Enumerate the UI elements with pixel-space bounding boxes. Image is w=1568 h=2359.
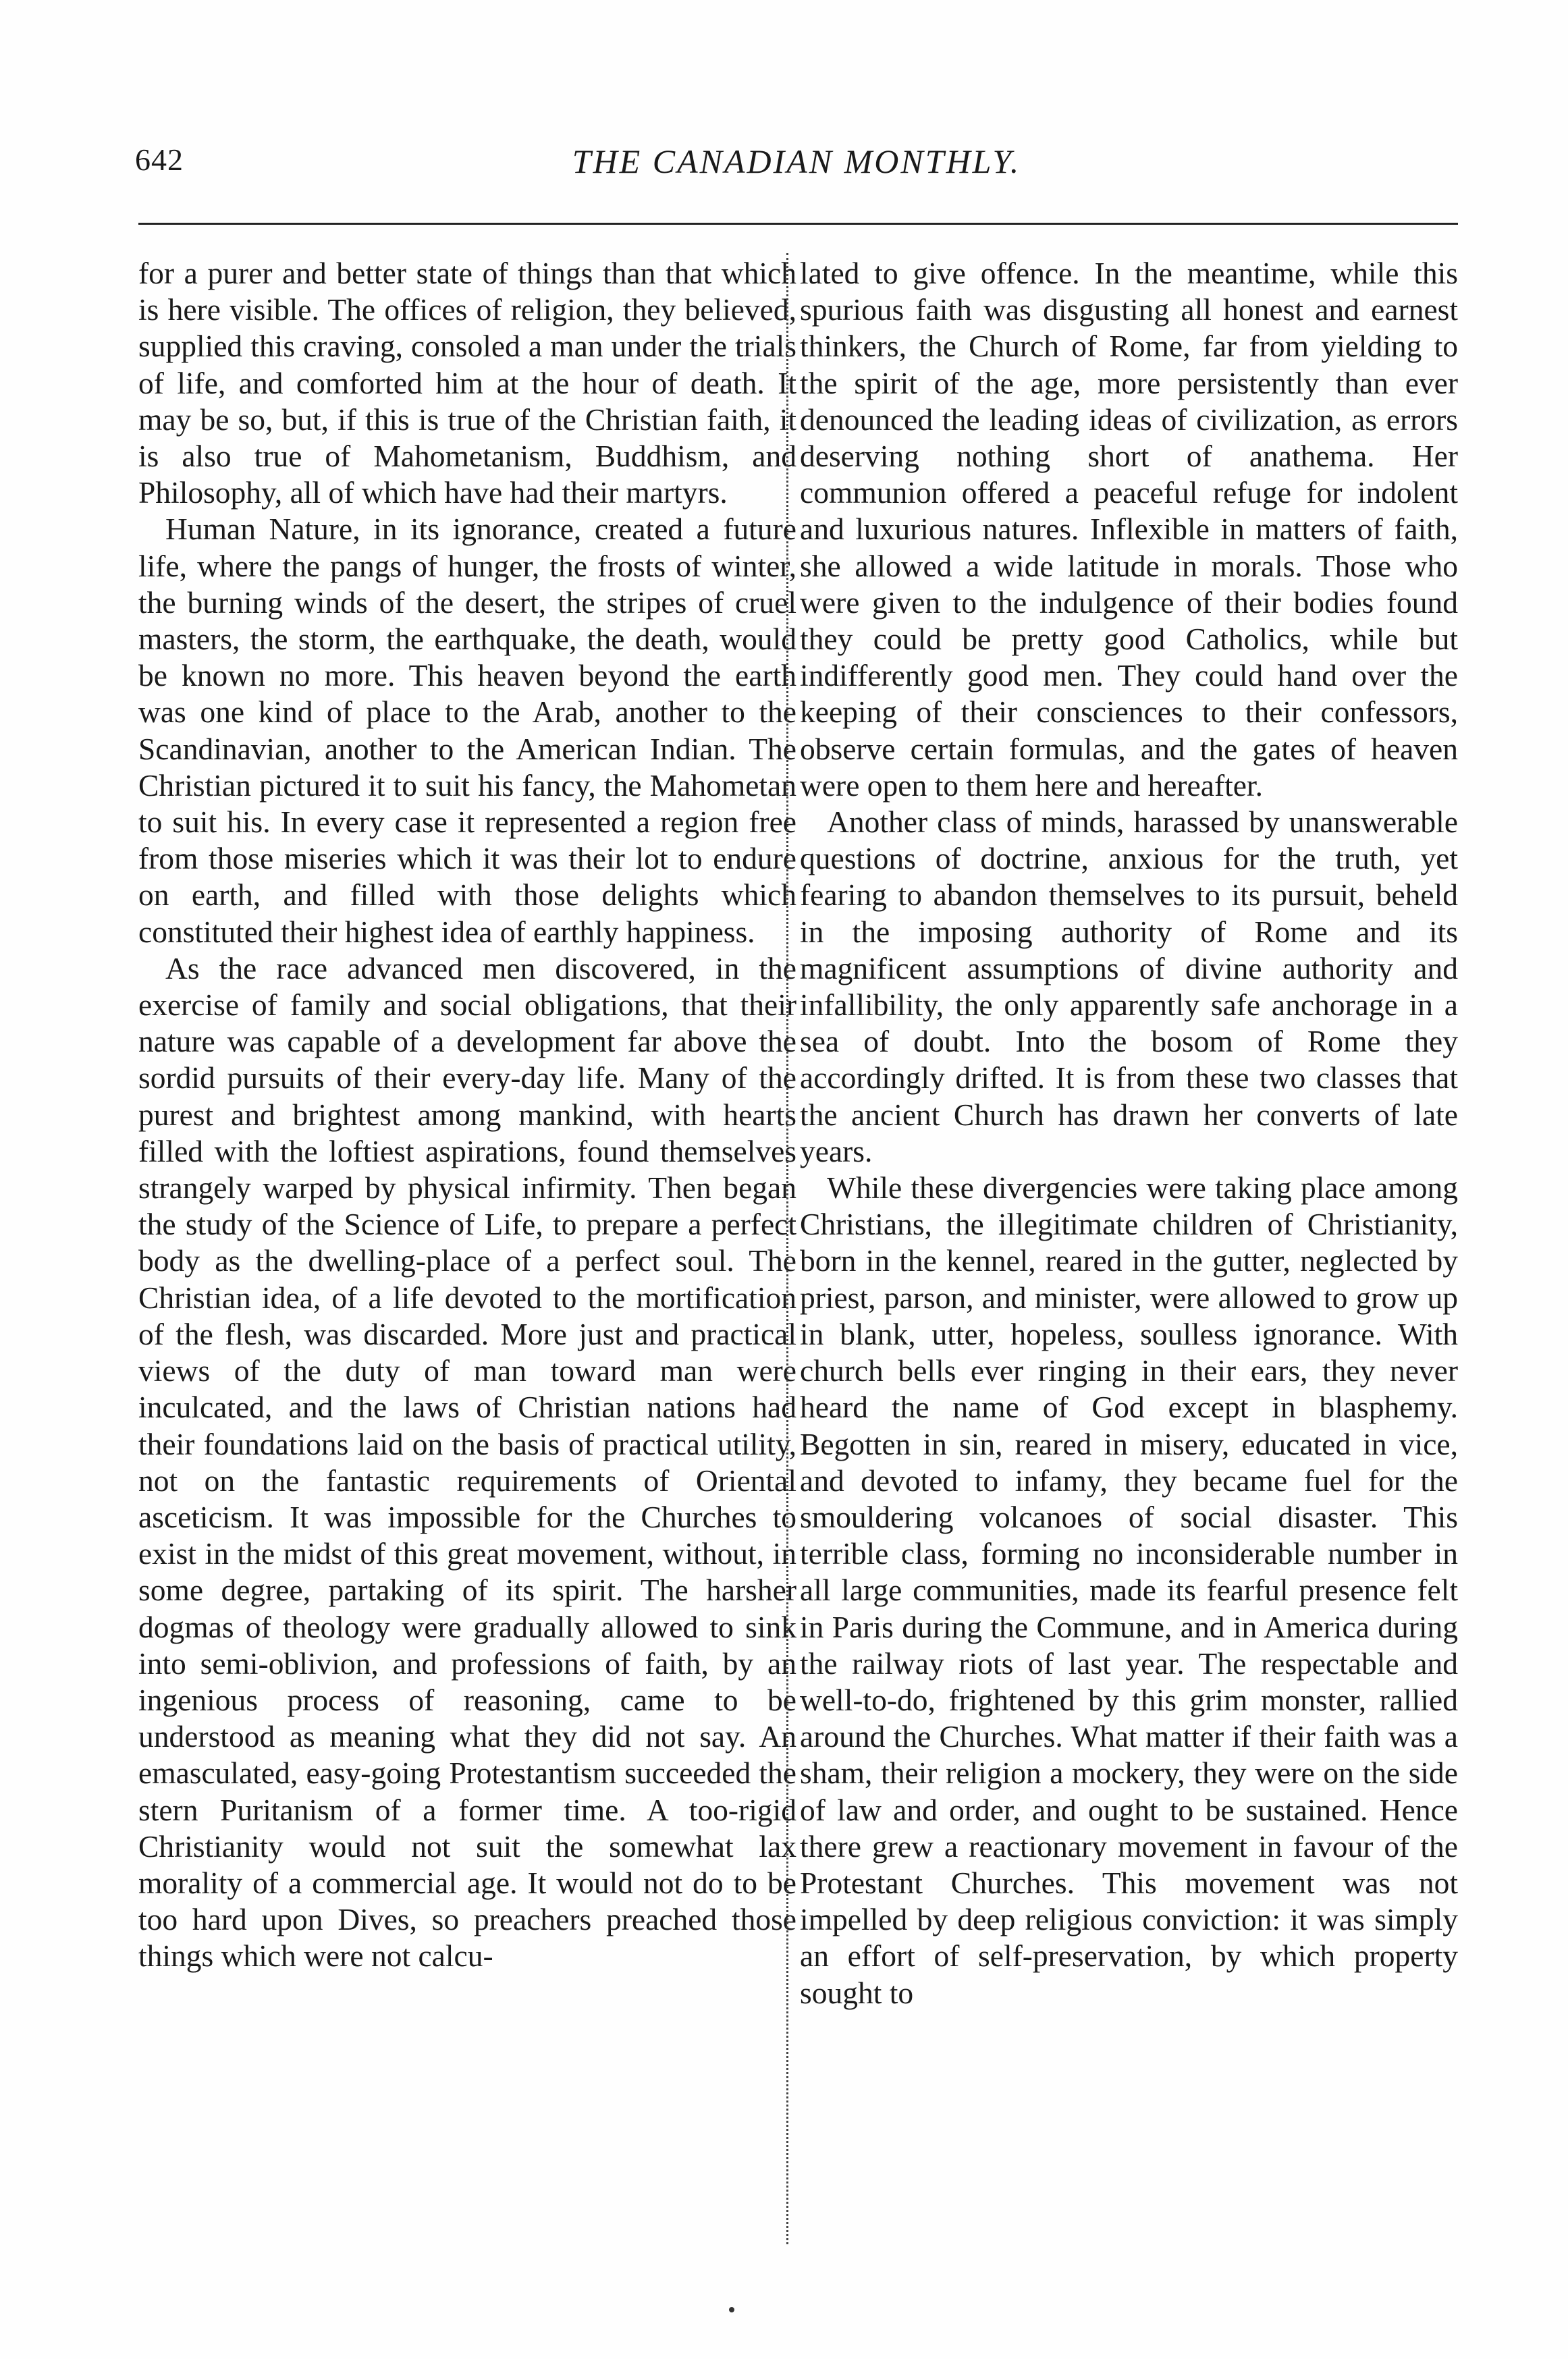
running-title: THE CANADIAN MONTHLY. xyxy=(572,142,1021,180)
paragraph: Another class of minds, harassed by unanswerable questions of doctrine, anxious for the truth, yet fearing to abandon themselves to its pursuit, beheld in the imposing authority of Rome and its magnificent assumptions of divine authority and infallibility, the only apparently safe anchorage in a sea of doubt. Into the bosom of Rome they accordingly drifted. It is from these two classes that the ancient Church has drawn her converts of late years. xyxy=(800,805,1458,1168)
header-rule xyxy=(138,223,1458,225)
paragraph: While these divergencies were taking place among Christians, the illegitimate children of Christianity, born in the kennel, reared in the gutter, neglected by priest, parson, and minister, were allowed to grow up in blank, utter, hopeless, soulless ignorance. With church bells ever ringing in their ears, they never heard the name of God except in blasphemy. Begotten in sin, reared in misery, educated in vice, and devoted to infamy, they became fuel for the smouldering volcanoes of social disaster. This terrible class, forming no inconsiderable number in all large communities, made its fearful presence felt in Paris during the Commune, and in America during the railway riots of last year. The respectable and well-to-do, frightened by this grim monster, rallied around the Churches. What matter if their faith was a sham, their religion a mockery, they were on the side of law and order, and ought to be sustained. Hence there grew a reactionary movement in favour of the Protestant Churches. This movement was not impelled by deep religious conviction: it was simply an effort of self-preservation, by which property sought to xyxy=(800,1170,1458,2010)
column-divider xyxy=(786,253,788,2244)
footer-dot xyxy=(729,2307,734,2312)
left-column xyxy=(138,255,796,1975)
page-number: 642 xyxy=(135,142,184,177)
paragraph: Human Nature, in its ignorance, created a future life, where the pangs of hunger, the frosts of winter, the burning winds of the desert, the stripes of cruel masters, the storm, the earthquake, the death, would be known no more. This heaven beyond the earth was one kind of place to the Arab, another to the Scandinavian, another to the American Indian. The Christian pictured it to suit his fancy, the Mahometan to suit his. In every case it represented a region free from those miseries which it was their lot to endure on earth, and filled with those delights which constituted their highest idea of earthly happiness. xyxy=(138,512,796,949)
paragraph: As the race advanced men discovered, in the exercise of family and social obligations, that their nature was capable of a development far above the sordid pursuits of their every-day life. Many of the purest and brightest among mankind, with hearts filled with the loftiest aspirations, found themselves strangely warped by physical infirmity. Then began the study of the Science of Life, to prepare a perfect body as the dwelling-place of a perfect soul. The Christian idea, of a life devoted to the mortification of the flesh, was discarded. More just and practical views of the duty of man toward man were inculcated, and the laws of Christian nations had their foundations laid on the basis of practical utility, not on the fantastic requirements of Oriental asceticism. It was impossible for the Churches to exist in the midst of this great movement, without, in some degree, partaking of its spirit. The harsher dogmas of theology were gradually allowed to sink into semi-oblivion, and professions of faith, by an ingenious process of reasoning, came to be understood as meaning what they did not say. An emasculated, easy-going Protestantism succeeded the stern Puritanism of a former time. A too-rigid Christianity would not suit the somewhat lax morality of a commercial age. It would not do to be too hard upon Dives, so preachers preached those things which were not calcu- xyxy=(138,950,796,1974)
page-header xyxy=(135,142,1458,189)
paragraph: for a purer and better state of things than that which is here visible. The offices of religion, they believed, supplied this craving, consoled a man under the trials of life, and comforted him at the hour of death. It may be so, but, if this is true of the Christian faith, it is also true of Mahometanism, Buddhism, and Philosophy, all of which have had their martyrs. xyxy=(138,256,796,510)
paragraph: lated to give offence. In the meantime, while this spurious faith was disgusting all honest and earnest thinkers, the Church of Rome, far from yielding to the spirit of the age, more persistently than ever denounced the leading ideas of civilization, as errors deserving nothing short of anathema. Her communion offered a peaceful refuge for indolent and luxurious natures. Inflexible in matters of faith, she allowed a wide latitude in morals. Those who were given to the indulgence of their bodies found they could be pretty good Catholics, while but indifferently good men. They could hand over the keeping of their consciences to their confessors, observe certain formulas, and the gates of heaven were open to them here and hereafter. xyxy=(800,256,1458,803)
right-column xyxy=(800,255,1458,2011)
